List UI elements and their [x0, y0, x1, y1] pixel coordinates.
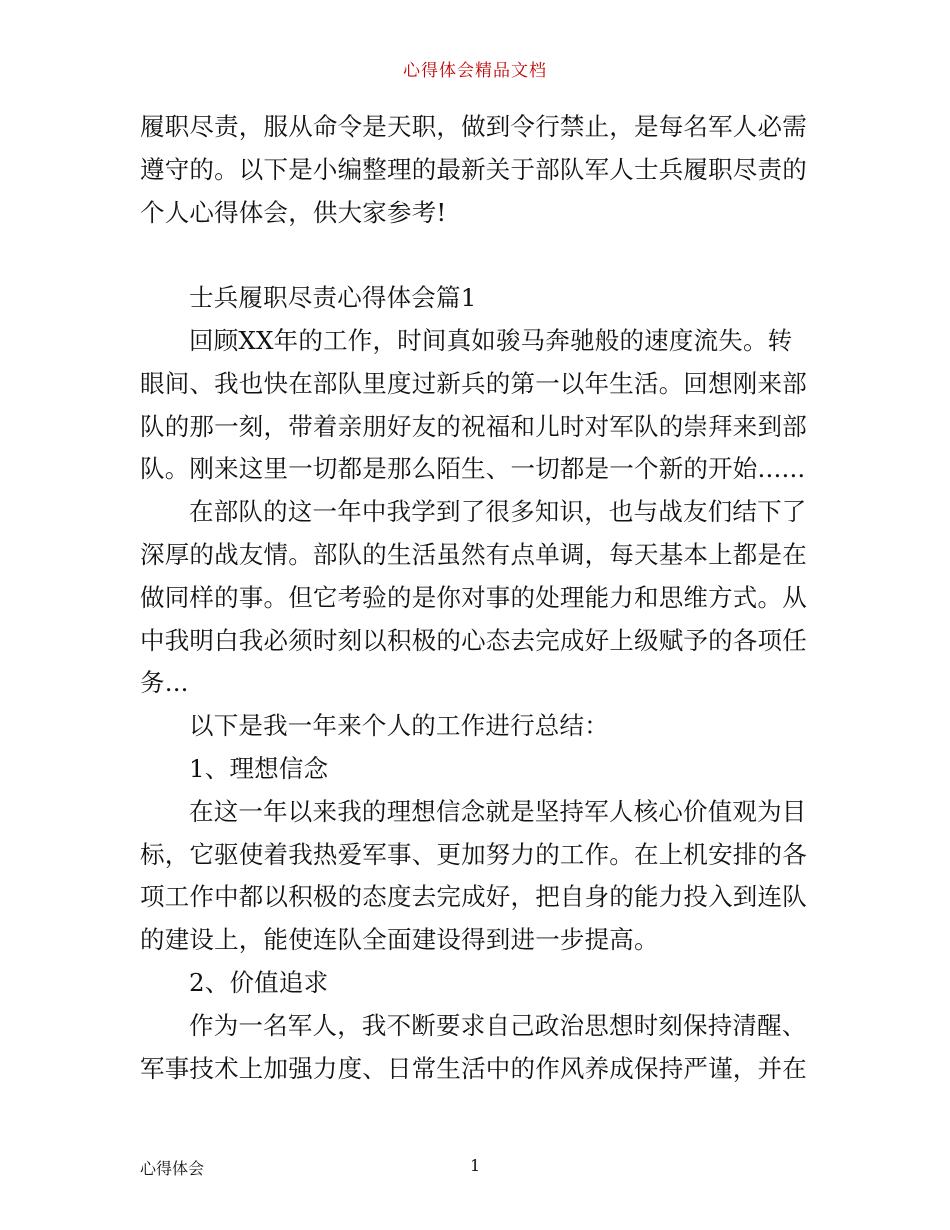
page-header: 心得体会精品文档 — [403, 61, 547, 81]
paragraph-5: 作为一名军人，我不断要求自己政治思想时刻保持清醒、军事技术上加强力度、日常生活中的作风养成保持严谨，并在 — [140, 1010, 807, 1083]
paragraph-2: 在部队的这一年中我学到了很多知识，也与战友们结下了深厚的战友情。部队的生活虽然有点单调，每天基本上都是在做同样的事。但它考验的是你对事的处理能力和思维方式。从中我明白我必须时刻以积极的心态去完成好上级赋予的各项任务... — [140, 497, 807, 698]
heading-ideals: 1、理想信念 — [189, 753, 329, 783]
footer-label: 心得体会 — [140, 1159, 205, 1178]
document-body — [140, 106, 812, 1090]
section-title: 士兵履职尽责心得体会篇1 — [189, 283, 477, 313]
intro-paragraph: 履职尽责，服从命令是天职，做到令行禁止，是每名军人必需遵守的。以下是小编整理的最新关于部队军人士兵履职尽责的个人心得体会，供大家参考! — [140, 112, 807, 227]
paragraph-1: 回顾XX年的工作，时间真如骏马奔驰般的速度流失。转眼间、我也快在部队里度过新兵的第一以年生活。回想刚来部队的那一刻，带着亲朋好友的祝福和儿时对军队的崇拜来到部队。刚来这里一切都是那么陌生、一切都是一个新的开始...... — [140, 325, 807, 484]
page-number: 1 — [470, 1156, 481, 1175]
paragraph-3: 以下是我一年来个人的工作进行总结： — [189, 711, 609, 741]
blank-line — [140, 234, 812, 277]
heading-values: 2、价值追求 — [189, 967, 329, 997]
paragraph-4: 在这一年以来我的理想信念就是坚持军人核心价值观为目标，它驱使着我热爱军事、更加努力的工作。在上机安排的各项工作中都以积极的态度去完成好，把自身的能力投入到连队的建设上，能使连队全面建设得到进一步提高。 — [140, 796, 807, 955]
